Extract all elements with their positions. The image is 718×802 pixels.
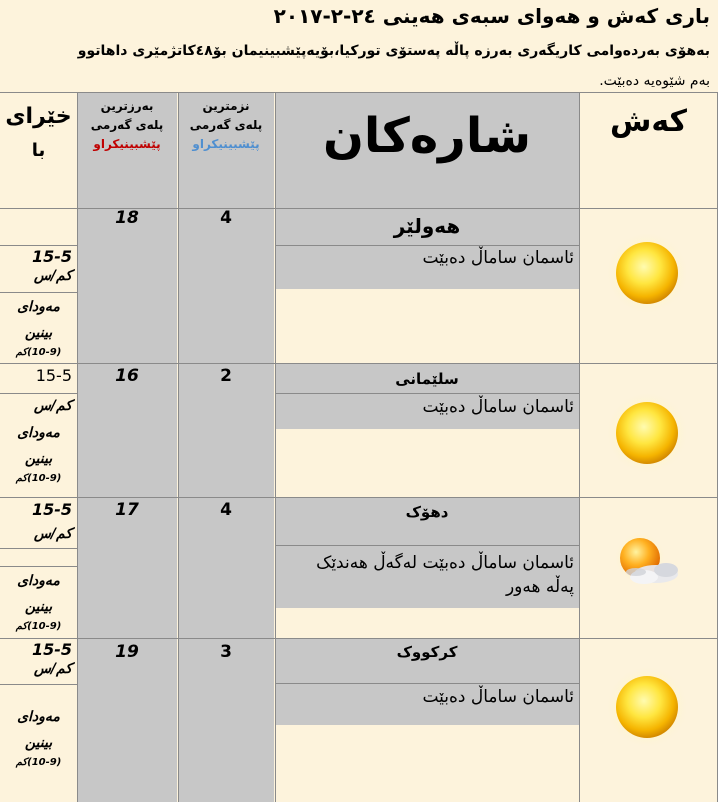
sun-icon — [604, 390, 690, 480]
min-temp-value: 4 — [220, 500, 232, 520]
city-name: سلێمانی — [395, 370, 459, 388]
min-temp-header-line3: پێشبینیکراو — [192, 137, 260, 151]
cities-column-header: شارەکان — [322, 108, 532, 164]
visibility-range: (10-9)کم — [15, 757, 62, 768]
weather-description: ئاسمان ساماڵ دەبێت — [422, 397, 574, 417]
max-temp-value: 17 — [115, 500, 139, 520]
visibility-range: (10-9)کم — [15, 347, 62, 358]
max-temp-value: 16 — [115, 366, 139, 386]
wind-unit: کم/س — [33, 398, 72, 414]
max-temp-header-line3: پێشبینیکراو — [93, 137, 161, 151]
sun-icon — [604, 664, 690, 754]
intro-text — [5, 36, 710, 96]
visibility-text — [0, 420, 77, 486]
page-title: باری کەش و هەوای سبەی هەینی ٢٤-٢-٢٠١٧ — [273, 4, 710, 28]
wind-header-line2: با — [31, 140, 46, 161]
min-temp-value: 2 — [220, 366, 232, 386]
visibility-label-2: بینین — [24, 599, 53, 615]
min-temp-header-line1: نزمترین — [202, 99, 250, 113]
visibility-label: مەودای — [17, 709, 60, 725]
visibility-label: مەودای — [17, 299, 60, 315]
visibility-range: (10-9)کم — [15, 473, 62, 484]
wind-unit: کم/س — [33, 268, 72, 284]
min-temp-header-line2: پلەی گەرمی — [189, 118, 263, 132]
city-name: دهۆک — [405, 503, 449, 521]
wind-speed-value: 15-5 — [31, 640, 72, 659]
weather-column-header: کەش — [609, 104, 688, 139]
wind-speed-value: 15-5 — [31, 500, 72, 519]
wind-speed-value: 15-5 — [31, 247, 72, 266]
wind-speed-header — [0, 100, 77, 168]
sun-icon — [604, 230, 690, 320]
city-name: کرکووک — [396, 643, 458, 661]
max-temp-header — [77, 97, 177, 154]
sun-cloud-icon — [606, 530, 686, 596]
wind-header-line1: خێرای — [5, 104, 72, 129]
visibility-label: مەودای — [17, 425, 60, 441]
max-temp-header-line1: بەرزترین — [100, 99, 154, 113]
visibility-label-2: بینین — [24, 451, 53, 467]
visibility-text — [0, 704, 77, 770]
intro-line-1: بەهۆی بەردەوامی کاریگەری بەرزە پاڵە پەستۆی تورکیا،بۆیەپێشبینیمان بۆ٤٨کاتژمێری داهاتوو — [77, 43, 710, 59]
weather-description: ئاسمان ساماڵ دەبێت — [422, 248, 574, 268]
intro-line-2: بەم شێوەیە دەبێت. — [599, 73, 710, 89]
max-temp-value: 18 — [115, 208, 139, 228]
visibility-text — [0, 294, 77, 360]
wind-speed-value: 15-5 — [35, 366, 72, 385]
visibility-label-2: بینین — [24, 735, 53, 751]
weather-description-line1: ئاسمان ساماڵ دەبێت لەگەڵ هەندێک — [316, 553, 574, 573]
max-temp-column-bg — [77, 93, 177, 802]
city-name: هەولێر — [393, 214, 461, 238]
max-temp-header-line2: پلەی گەرمی — [90, 118, 164, 132]
wind-unit: کم/س — [33, 661, 72, 677]
weather-description — [280, 551, 574, 599]
min-temp-column-bg — [178, 93, 274, 802]
max-temp-value: 19 — [115, 642, 139, 662]
min-temp-value: 3 — [220, 642, 232, 662]
visibility-text — [0, 568, 77, 634]
min-temp-value: 4 — [220, 208, 232, 228]
visibility-range: (10-9)کم — [15, 621, 62, 632]
wind-unit: کم/س — [33, 526, 72, 542]
weather-description-line2: پەڵە هەور — [505, 577, 574, 597]
weather-description: ئاسمان ساماڵ دەبێت — [422, 687, 574, 707]
visibility-label: مەودای — [17, 573, 60, 589]
visibility-label-2: بینین — [24, 325, 53, 341]
min-temp-header — [178, 97, 274, 154]
